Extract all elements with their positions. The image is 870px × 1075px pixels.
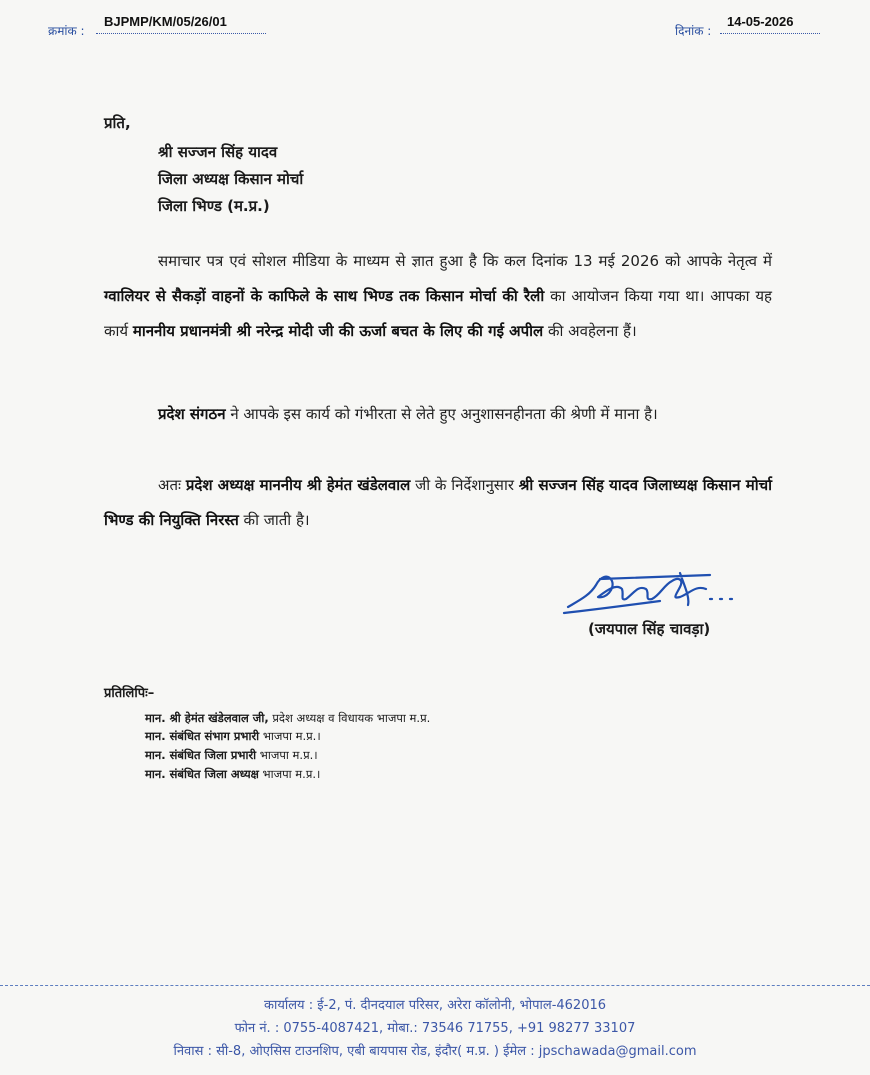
copy-to-item	[145, 729, 321, 744]
copy-to-item-title: मान. संबंधित संभाग प्रभारी	[145, 729, 260, 743]
copy-to-item	[145, 711, 430, 726]
copy-to-item-detail: प्रदेश अध्यक्ष व विधायक भाजपा म.प्र.	[268, 711, 431, 725]
recipient-name: श्री सज्जन सिंह यादव	[158, 143, 278, 161]
copy-to-item	[145, 767, 320, 782]
handwritten-signature	[560, 555, 760, 625]
copy-to-item-detail: भाजपा म.प्र.।	[258, 767, 321, 781]
p1-text-a: समाचार पत्र एवं सोशल मीडिया के माध्यम से ज्ञात हुआ है कि कल दिनांक 13 मई 2026 को आपके नेतृत्व में	[158, 252, 772, 270]
p2-text: ने आपके इस कार्य को गंभीरता से लेते हुए अनुशासनहीनता की श्रेणी में माना है।	[225, 405, 658, 423]
p3-text-c: जी के निर्देशानुसार	[410, 476, 519, 494]
copy-to-item	[145, 748, 318, 763]
copy-to-item-title: मान. श्री हेमंत खंडेलवाल जी,	[145, 711, 269, 725]
recipient-district: जिला भिण्ड (म.प्र.)	[158, 197, 270, 215]
footer-office-address: कार्यालय : ई-2, पं. दीनदयाल परिसर, अरेरा कॉलोनी, भोपाल-462016	[263, 998, 607, 1013]
ref-label: क्रमांक :	[48, 24, 85, 38]
recipient-designation: जिला अध्यक्ष किसान मोर्चा	[158, 170, 304, 188]
body-paragraph-1	[104, 244, 772, 349]
p3-bold-president: प्रदेश अध्यक्ष माननीय श्री हेमंत खंडेलवाल	[185, 476, 411, 494]
p3-bold-cancel: श्री सज्जन सिंह यादव जिलाध्यक्ष किसान मोर्चा भिण्ड की नियुक्ति निरस्त	[104, 476, 773, 529]
date-value: 14-05-2026	[727, 14, 794, 29]
p1-text-c: का आयोजन किया गया था। आपका यह कार्य	[104, 287, 772, 340]
ref-number: BJPMP/KM/05/26/01	[104, 14, 227, 29]
body-paragraph-2	[104, 397, 772, 432]
p1-bold-rally: ग्वालियर से सैकड़ों वाहनों के काफिले के साथ भिण्ड तक किसान मोर्चा की रैली	[104, 287, 545, 305]
salutation: प्रति,	[104, 114, 131, 132]
signatory-name: (जयपाल सिंह चावड़ा)	[588, 620, 711, 638]
copy-to-item-detail: भाजपा म.प्र.।	[256, 748, 318, 762]
footer-residence-email: निवास : सी-8, ओएसिस टाउनशिप, एबी बायपास रोड, इंदौर( म.प्र. ) ईमेल : jpschawada@gmail.com	[173, 1044, 697, 1059]
copy-to-item-title: मान. संबंधित जिला अध्यक्ष	[145, 767, 259, 781]
copy-to-item-title: मान. संबंधित जिला प्रभारी	[145, 748, 257, 762]
p3-text-a: अतः	[158, 476, 186, 494]
p1-bold-appeal: माननीय प्रधानमंत्री श्री नरेन्द्र मोदी जी की ऊर्जा बचत के लिए की गई अपील	[132, 322, 544, 340]
body-paragraph-3	[104, 468, 772, 538]
p3-text-e: की जाती है।	[238, 511, 310, 529]
p2-bold-org: प्रदेश संगठन	[158, 405, 226, 423]
ref-underline	[96, 33, 266, 34]
copy-to-label: प्रतिलिपिः–	[104, 686, 155, 701]
copy-to-item-detail: भाजपा म.प्र.।	[259, 729, 321, 743]
p1-text-e: की अवहेलना हैं।	[543, 322, 637, 340]
footer-divider	[0, 985, 870, 986]
footer-phone: फोन नं. : 0755-4087421, मोबा.: 73546 71755, +91 98277 33107	[234, 1021, 636, 1036]
date-underline	[720, 33, 820, 34]
date-label: दिनांक :	[675, 24, 712, 38]
